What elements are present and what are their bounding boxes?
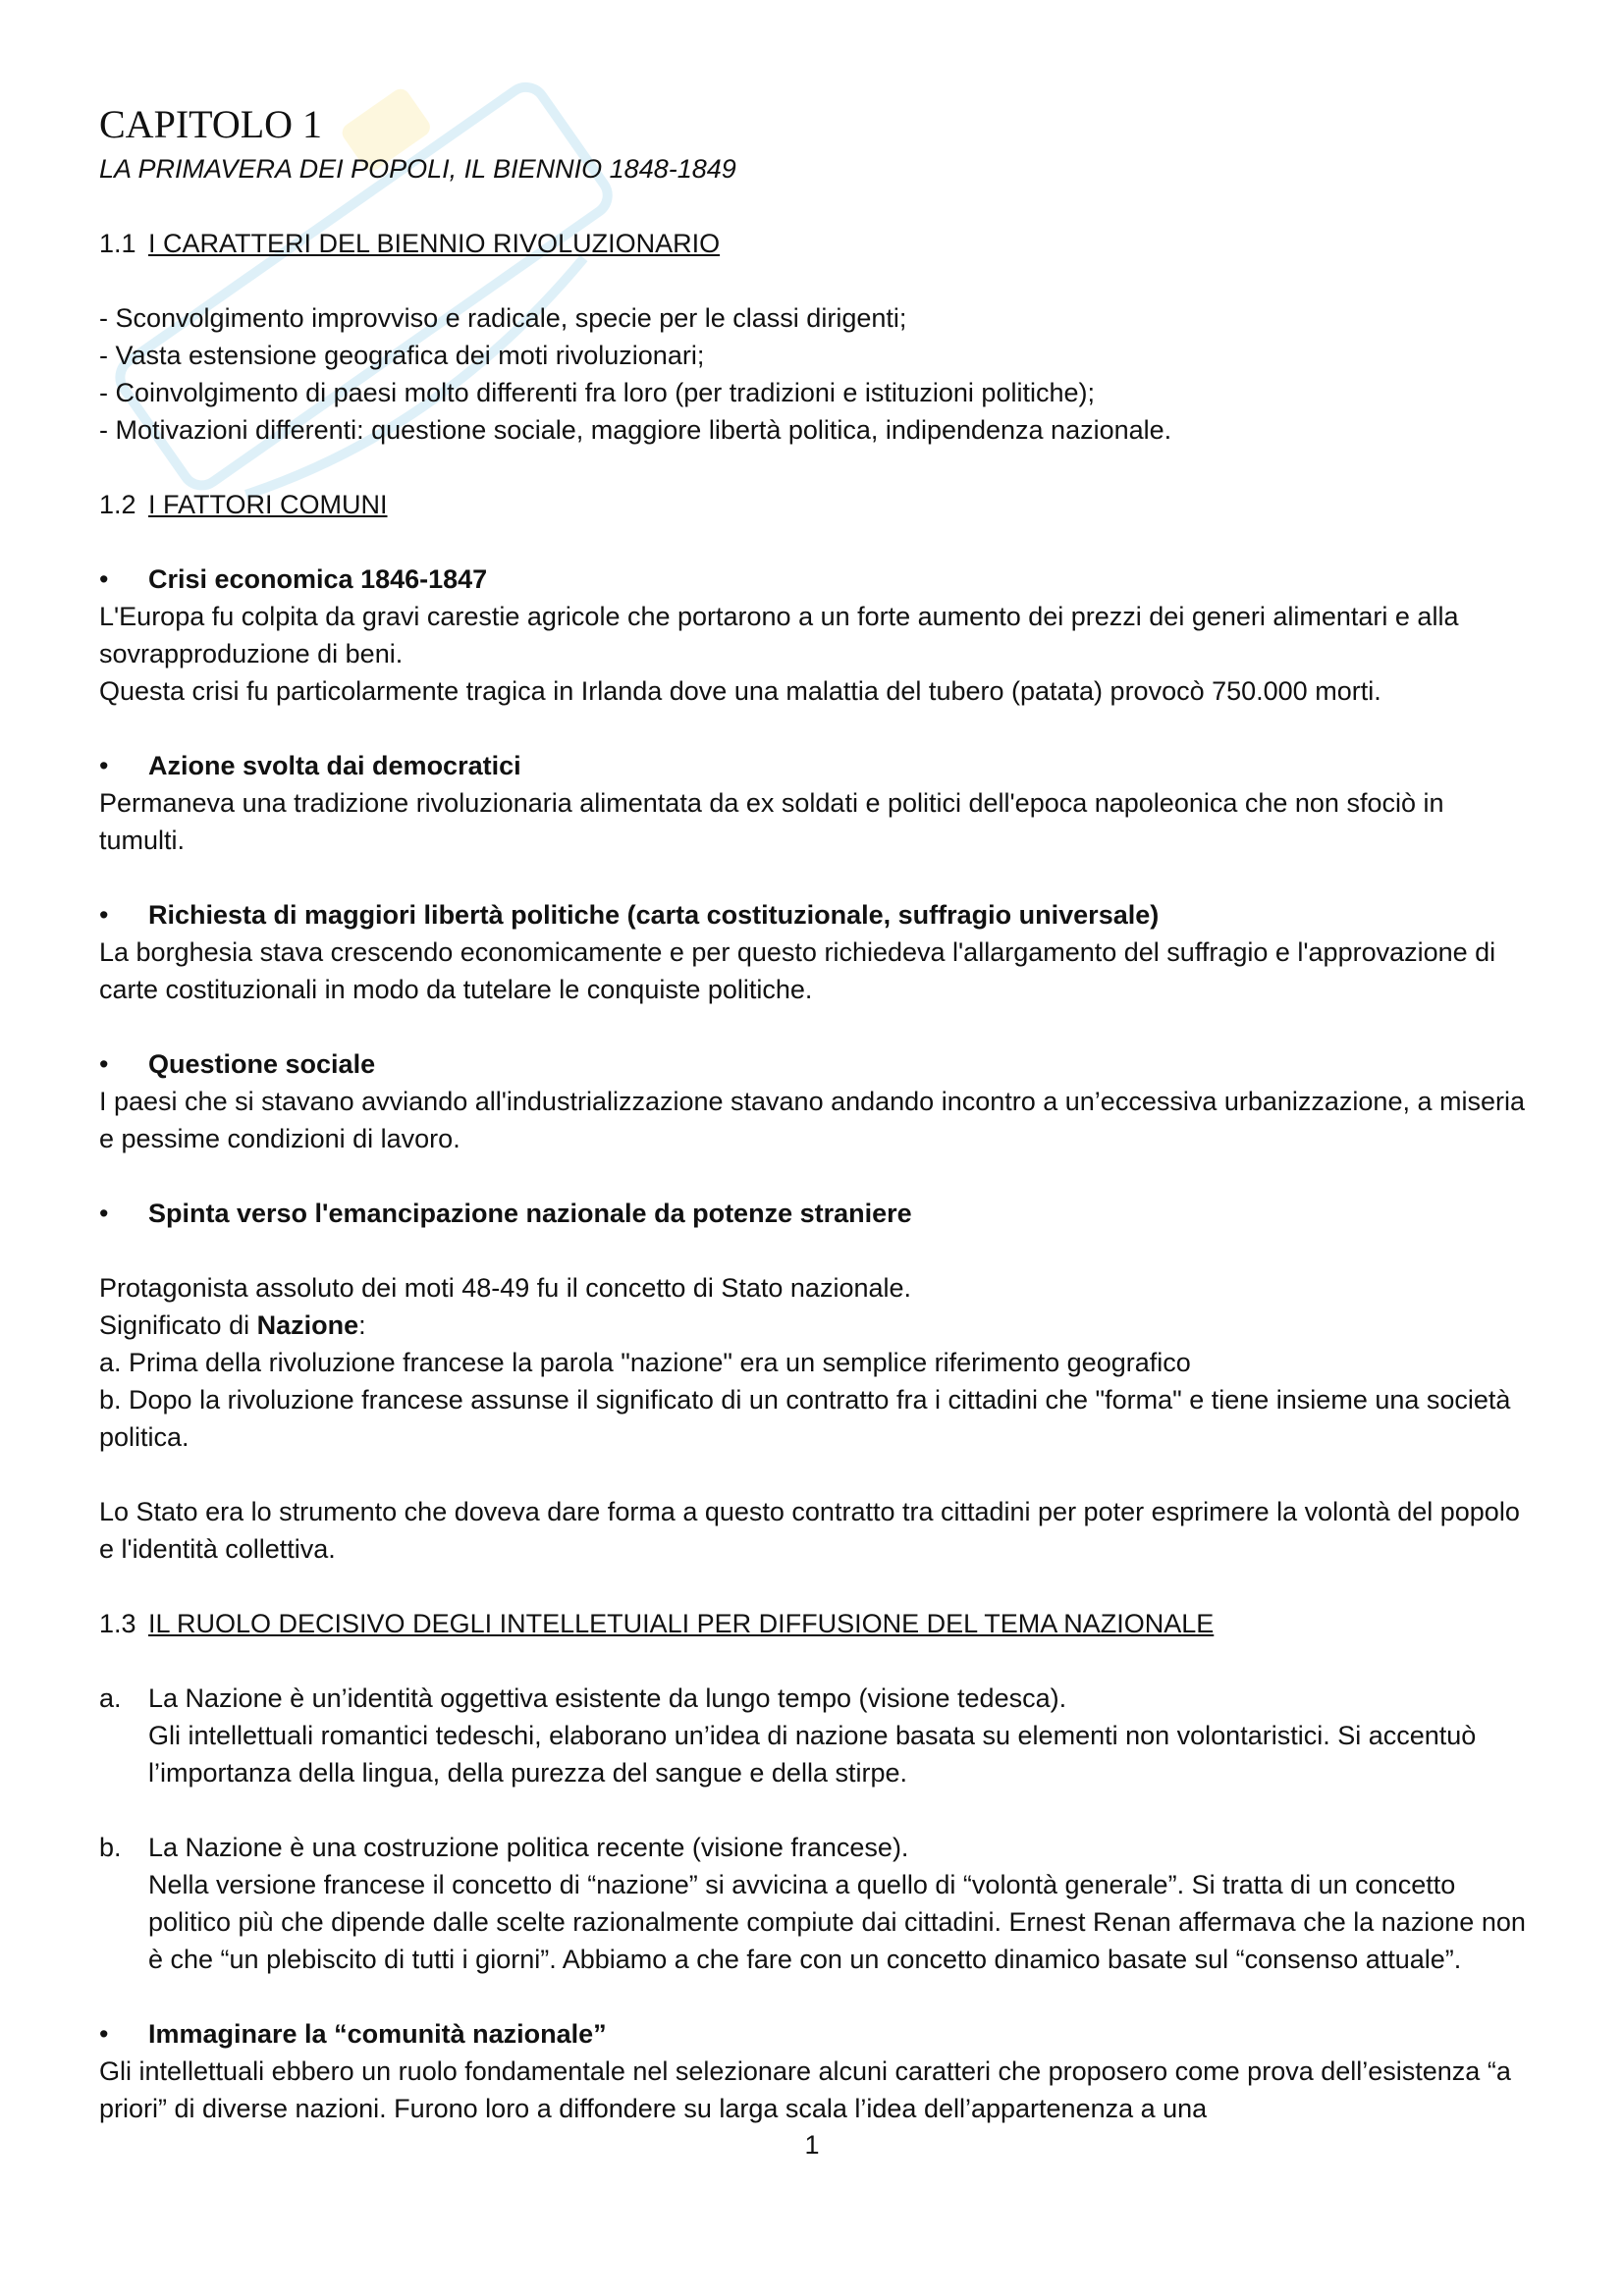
paragraph: Lo Stato era lo strumento che doveva dare forma a questo contratto tra cittadini per poter esprimere la volontà del popolo e l'identità collettiva.	[99, 1497, 1520, 1564]
chapter-subtitle: LA PRIMAVERA DEI POPOLI, IL BIENNIO 1848-1849	[99, 154, 736, 184]
alpha-label: a.	[99, 1683, 122, 1713]
factor-title: Questione sociale	[148, 1049, 376, 1079]
section-number: 1.3	[99, 1609, 136, 1638]
list-item: - Coinvolgimento di paesi molto differenti fra loro (per tradizioni e istituzioni politiche);	[99, 378, 1095, 407]
factor-heading	[99, 561, 1533, 598]
factor-heading	[99, 2015, 1533, 2053]
factor-heading	[99, 1195, 1533, 1232]
factor-heading	[99, 896, 1533, 934]
factor-title: Richiesta di maggiori libertà politiche (carta costituzionale, suffragio universale)	[148, 900, 1160, 930]
alpha-line: La Nazione è una costruzione politica recente (visione francese).	[148, 1833, 909, 1862]
chapter-title: CAPITOLO 1	[99, 102, 323, 146]
section-title: I CARATTERI DEL BIENNIO RIVOLUZIONARIO	[148, 229, 721, 258]
alpha-line: La Nazione è un’identità oggettiva esistente da lungo tempo (visione tedesca).	[148, 1683, 1067, 1713]
label-text: Significato di	[99, 1310, 257, 1340]
factor-title: Spinta verso l'emancipazione nazionale da potenze straniere	[148, 1199, 912, 1228]
bullet-icon: •	[99, 564, 109, 594]
list-item: - Sconvolgimento improvviso e radicale, specie per le classi dirigenti;	[99, 303, 907, 333]
nation-meaning-label	[99, 1307, 1533, 1344]
section-heading-1-3	[99, 1605, 1533, 1642]
factor-text: La borghesia stava crescendo economicamente e per questo richiedeva l'allargamento del suffragio e l'approvazione di carte costituzionali in modo da tutelare le conquiste politiche.	[99, 937, 1496, 1004]
factor-title: Immaginare la “comunità nazionale”	[148, 2019, 607, 2049]
alpha-text: Gli intellettuali romantici tedeschi, elaborano un’idea di nazione basata su elementi non volontaristici. Si accentuò l’importanza della lingua, della purezza del sangue e della stirpe.	[148, 1721, 1477, 1788]
paragraph: Gli intellettuali ebbero un ruolo fondamentale nel selezionare alcuni caratteri che proposero come prova dell’esistenza “a priori” di diverse nazioni. Furono loro a diffondere su larga scala l’idea dell’appartenenza a una	[99, 2056, 1511, 2123]
colon: :	[358, 1310, 366, 1340]
page-number: 1	[804, 2130, 820, 2160]
nation-term: Nazione	[256, 1310, 359, 1340]
factor-text: Permaneva una tradizione rivoluzionaria alimentata da ex soldati e politici dell'epoca napoleonica che non sfociò in tumulti.	[99, 788, 1444, 855]
alpha-item	[99, 1829, 1533, 1978]
paragraph: Protagonista assoluto dei moti 48-49 fu il concetto di Stato nazionale.	[99, 1273, 912, 1303]
bullet-icon: •	[99, 751, 109, 780]
section-title: I FATTORI COMUNI	[148, 490, 388, 519]
paragraph: a. Prima della rivoluzione francese la parola "nazione" era un semplice riferimento geografico	[99, 1348, 1191, 1377]
section-title: IL RUOLO DECISIVO DEGLI INTELLETUIALI PER DIFFUSIONE DEL TEMA NAZIONALE	[148, 1609, 1215, 1638]
factor-heading	[99, 1045, 1533, 1083]
factor-title: Azione svolta dai democratici	[148, 751, 521, 780]
section-number: 1.2	[99, 490, 136, 519]
factor-title: Crisi economica 1846-1847	[148, 564, 488, 594]
alpha-label: b.	[99, 1833, 122, 1862]
list-item: - Vasta estensione geografica dei moti rivoluzionari;	[99, 341, 705, 370]
alpha-text: Nella versione francese il concetto di “nazione” si avvicina a quello di “volontà generale”. Si tratta di un concetto politico più che dipende dalle scelte razionalmente compiute dai cittadini. Ernest Renan affermava che la nazione non è che “un plebiscito di tutti i giorni”. Abbiamo a che fare con un concetto dinamico basate sul “consenso attuale”.	[148, 1870, 1526, 1974]
paragraph: b. Dopo la rivoluzione francese assunse il significato di un contratto fra i cittadini che "forma" e tiene insieme una società politica.	[99, 1385, 1511, 1452]
document-page	[99, 101, 1533, 2127]
factor-text: Questa crisi fu particolarmente tragica in Irlanda dove una malattia del tubero (patata) provocò 750.000 morti.	[99, 676, 1381, 706]
bullet-icon: •	[99, 900, 109, 930]
section-heading-1-1	[99, 225, 1533, 262]
alpha-item	[99, 1680, 1533, 1791]
factor-text: L'Europa fu colpita da gravi carestie agricole che portarono a un forte aumento dei prezzi dei generi alimentari e alla sovrapproduzione di beni.	[99, 602, 1459, 668]
factor-text: I paesi che si stavano avviando all'industrializzazione stavano andando incontro a un’eccessiva urbanizzazione, a miseria e pessime condizioni di lavoro.	[99, 1087, 1526, 1153]
factor-heading	[99, 747, 1533, 784]
section-heading-1-2	[99, 486, 1533, 523]
section-number: 1.1	[99, 229, 136, 258]
list-item: - Motivazioni differenti: questione sociale, maggiore libertà politica, indipendenza nazionale.	[99, 415, 1172, 445]
bullet-icon: •	[99, 1199, 109, 1228]
bullet-icon: •	[99, 2019, 109, 2049]
bullet-icon: •	[99, 1049, 109, 1079]
